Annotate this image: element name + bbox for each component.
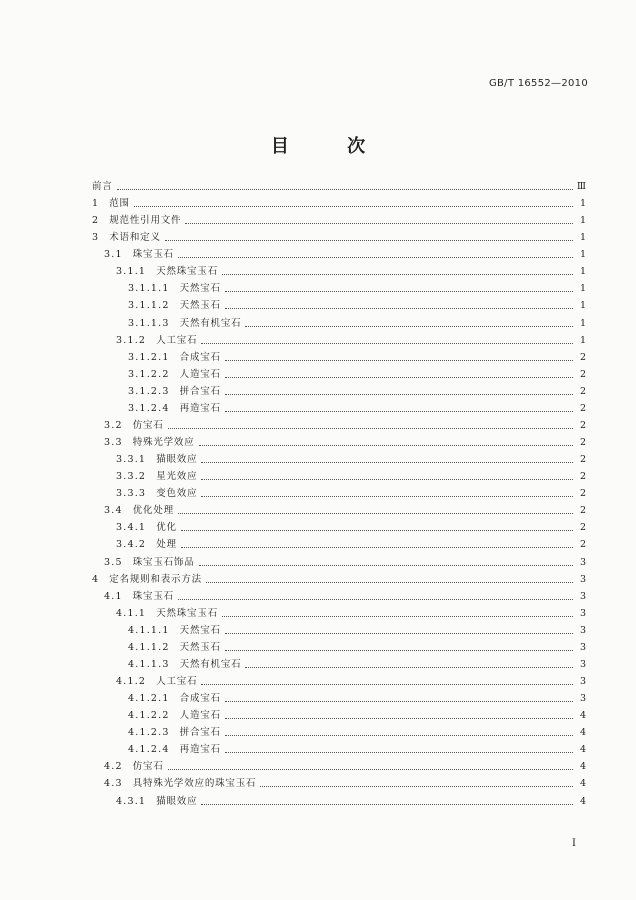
dot-leader [201,684,573,685]
toc-entry-title: 天然珠宝玉石 [156,607,218,619]
dot-leader [201,804,573,805]
toc-entry[interactable] [116,672,586,688]
toc-entry-number: 3.4.1 [116,522,147,534]
toc-entry-number: 4.1.2.4 [128,744,170,756]
toc-entry-number: 3.2 [104,419,123,431]
toc-entry-page: 3 [579,624,586,636]
dot-leader [245,326,573,327]
toc-entry-number: 4.1 [104,590,123,602]
toc-entry-title: 拼合宝石 [179,385,221,397]
toc-entry[interactable] [116,484,586,500]
toc-entry-title: 天然玉石 [179,641,221,653]
dot-leader [201,479,573,480]
toc-entry-page: 4 [579,744,586,756]
dot-leader [225,394,573,395]
toc-entry[interactable] [104,501,586,517]
toc-entry[interactable] [128,621,586,637]
dot-leader [225,377,573,378]
toc-entry-title: 天然玉石 [179,300,221,312]
standard-code: GB/T 16552—2010 [488,78,588,89]
toc-entry[interactable] [104,553,586,569]
toc-entry[interactable] [104,433,586,449]
toc-entry-page: 4 [579,795,586,807]
toc-entry[interactable] [116,331,586,347]
toc-entry-number: 4.1.1.2 [128,641,170,653]
toc-entry[interactable] [128,399,586,415]
dot-leader [206,582,573,583]
dot-leader [225,360,573,361]
toc-entry-title: 仿宝石 [132,419,164,431]
toc-entry-number: 4.1.2.1 [128,693,170,705]
toc-entry-number: 3.4 [104,505,123,517]
toc-entry-title: 人工宝石 [156,676,198,688]
toc-entry-title: 合成宝石 [179,693,221,705]
toc-entry-number: 4.1.2 [116,676,147,688]
toc-entry[interactable] [128,740,586,756]
dot-leader [225,633,573,634]
toc-entry[interactable] [104,416,586,432]
toc-entry-number: 4.3 [104,778,123,790]
toc-entry[interactable] [116,450,586,466]
toc-entry-title: 星光效应 [156,471,198,483]
toc-entry-page: 3 [579,556,586,568]
toc-entry-number: 3.3.2 [116,471,147,483]
dot-leader [222,274,573,275]
toc-entry-title: 特殊光学效应 [132,437,195,449]
toc-entry-page: 1 [579,266,586,278]
toc-entry[interactable] [92,177,586,193]
dot-leader [168,428,573,429]
toc-entry[interactable] [92,570,586,586]
toc-entry-page: 2 [579,488,586,500]
dot-leader [225,411,573,412]
dot-leader [225,735,573,736]
dot-leader [225,308,573,309]
toc-entry[interactable] [104,245,586,261]
toc-entry-title: 合成宝石 [179,351,221,363]
dot-leader [201,462,573,463]
toc-entry[interactable] [116,467,586,483]
toc-entry[interactable] [104,757,586,773]
dot-leader [134,206,573,207]
toc-entry-title: 变色效应 [156,488,198,500]
toc-entry[interactable] [104,774,586,790]
toc-entry-page: 2 [579,385,586,397]
dot-leader [225,650,573,651]
toc-entry-number: 3.4.2 [116,539,147,551]
toc-entry-title: 天然珠宝玉石 [156,266,218,278]
toc-entry-number: 4.1.2.3 [128,727,170,739]
toc-entry-number: 3.5 [104,556,123,568]
toc-entry-number: 3.1.2.4 [128,402,170,414]
dot-leader [178,257,573,258]
toc-entry[interactable] [128,706,586,722]
page-title: 目 次 [270,136,392,157]
toc-entry-number: 4 [92,573,100,585]
toc-entry[interactable] [128,348,586,364]
toc-entry[interactable] [116,262,586,278]
toc-entry-title: 规范性引用文件 [109,215,182,227]
toc-entry-title: 仿宝石 [132,761,164,773]
dot-leader [199,565,573,566]
toc-entry-number: 4.1.1.3 [128,658,170,670]
toc-entry-page: Ⅲ [576,181,586,192]
dot-leader [181,547,573,548]
toc-entry-number: 1 [92,198,100,210]
toc-entry-title: 猫眼效应 [156,454,198,466]
dot-leader [260,786,573,787]
toc-entry-number: 3 [92,232,100,244]
toc-entry-page: 3 [579,607,586,619]
toc-entry-page: 1 [579,283,586,295]
toc-entry[interactable] [116,518,586,534]
dot-leader [245,667,573,668]
toc-entry[interactable] [128,296,586,312]
toc-entry-page: 1 [579,317,586,329]
dot-leader [181,530,573,531]
toc-entry-page: 1 [579,215,586,227]
toc-entry-page: 4 [579,778,586,790]
toc-entry-page: 2 [579,505,586,517]
toc-entry[interactable] [128,689,586,705]
dot-leader [225,701,573,702]
toc-entry[interactable] [128,382,586,398]
toc-entry[interactable] [104,587,586,603]
dot-leader [225,752,573,753]
toc-entry-title: 人造宝石 [179,368,221,380]
toc-entry-page: 2 [579,539,586,551]
toc-entry-number: 3.1.1.1 [128,283,170,295]
toc-entry-page: 3 [579,590,586,602]
toc-entry-title: 人造宝石 [179,710,221,722]
toc-entry-title: 再造宝石 [179,744,221,756]
toc-entry-number: 4.1.1.1 [128,624,170,636]
toc-entry-number: 2 [92,215,100,227]
toc-entry-title: 珠宝玉石饰品 [132,556,195,568]
toc-entry-number: 3.1 [104,249,123,261]
toc-entry-title: 天然宝石 [179,283,221,295]
toc-entry-number: 3.1.1.3 [128,317,170,329]
toc-entry[interactable] [116,535,586,551]
dot-leader [168,769,573,770]
toc-entry-page: 2 [579,419,586,431]
toc-entry-number: 3.1.2.1 [128,351,170,363]
toc-entry-page: 2 [579,437,586,449]
toc-entry[interactable] [116,792,586,808]
toc-entry-page: 4 [579,727,586,739]
toc-entry[interactable] [128,279,586,295]
toc-entry-number: 4.2 [104,761,123,773]
toc-entry-number: 3.3 [104,437,123,449]
toc-entry[interactable] [128,655,586,671]
toc-entry-title: 优化处理 [132,505,174,517]
toc-entry-page: 1 [579,198,586,210]
toc-entry-title: 再造宝石 [179,402,221,414]
dot-leader [185,223,573,224]
toc-entry-number: 4.3.1 [116,795,147,807]
toc-entry-title: 范围 [109,198,130,210]
toc-entry-title: 优化 [156,522,177,534]
toc-entry-title: 猫眼效应 [156,795,198,807]
toc-entry-page: 3 [579,676,586,688]
toc-entry-page: 2 [579,454,586,466]
toc-entry-number: 3.1.1.2 [128,300,170,312]
dot-leader [178,513,573,514]
toc-entry-page: 1 [579,334,586,346]
toc-entry-page: 2 [579,471,586,483]
toc-entry-title: 定名规则和表示方法 [109,573,202,585]
toc-entry-number: 4.1.1 [116,607,147,619]
toc-entry[interactable] [92,211,586,227]
dot-leader [178,599,573,600]
toc-entry-title: 拼合宝石 [179,727,221,739]
toc-entry-page: 4 [579,761,586,773]
toc-entry[interactable] [128,314,586,330]
toc-entry-number: 3.1.1 [116,266,147,278]
toc-entry-page: 2 [579,351,586,363]
toc-entry-number: 3.3.3 [116,488,147,500]
toc-entry-title: 处理 [156,539,177,551]
toc-entry-title: 珠宝玉石 [132,590,174,602]
dot-leader [201,343,573,344]
toc-entry-number: 4.1.2.2 [128,710,170,722]
toc-entry-number: 3.3.1 [116,454,147,466]
toc-entry-title: 天然宝石 [179,624,221,636]
toc-entry-title: 天然有机宝石 [179,317,242,329]
toc-entry[interactable] [128,365,586,381]
toc-entry-number: 3.1.2.3 [128,385,170,397]
toc-entry-page: 3 [579,641,586,653]
toc-entry-page: 3 [579,658,586,670]
toc-entry[interactable] [92,194,586,210]
dot-leader [225,291,573,292]
toc-entry-page: 1 [579,300,586,312]
dot-leader [165,240,573,241]
toc-entry-title: 人工宝石 [156,334,198,346]
toc-entry-page: 4 [579,710,586,722]
toc-entry[interactable] [116,604,586,620]
dot-leader [201,496,573,497]
toc-entry-title: 术语和定义 [109,232,161,244]
toc-entry-number: 3.1.2.2 [128,368,170,380]
toc-entry[interactable] [128,723,586,739]
toc-entry-page: 1 [579,249,586,261]
toc-entry-page: 3 [579,573,586,585]
toc-entry-page: 2 [579,522,586,534]
toc-entry-number: 3.1.2 [116,334,147,346]
dot-leader [199,445,573,446]
toc-entry-page: 2 [579,402,586,414]
toc-entry-title: 具特殊光学效应的珠宝玉石 [132,778,257,790]
dot-leader [222,616,573,617]
page-number: I [572,838,576,849]
toc-entry-title: 珠宝玉石 [132,249,174,261]
toc-entry[interactable] [92,228,586,244]
dot-leader [117,189,573,190]
toc-entry-page: 3 [579,693,586,705]
toc-entry-title: 前言 [92,181,113,192]
toc-entry-page: 2 [579,368,586,380]
toc-entry-title: 天然有机宝石 [179,658,242,670]
toc-entry[interactable] [128,638,586,654]
dot-leader [225,718,573,719]
toc-entry-page: 1 [579,232,586,244]
